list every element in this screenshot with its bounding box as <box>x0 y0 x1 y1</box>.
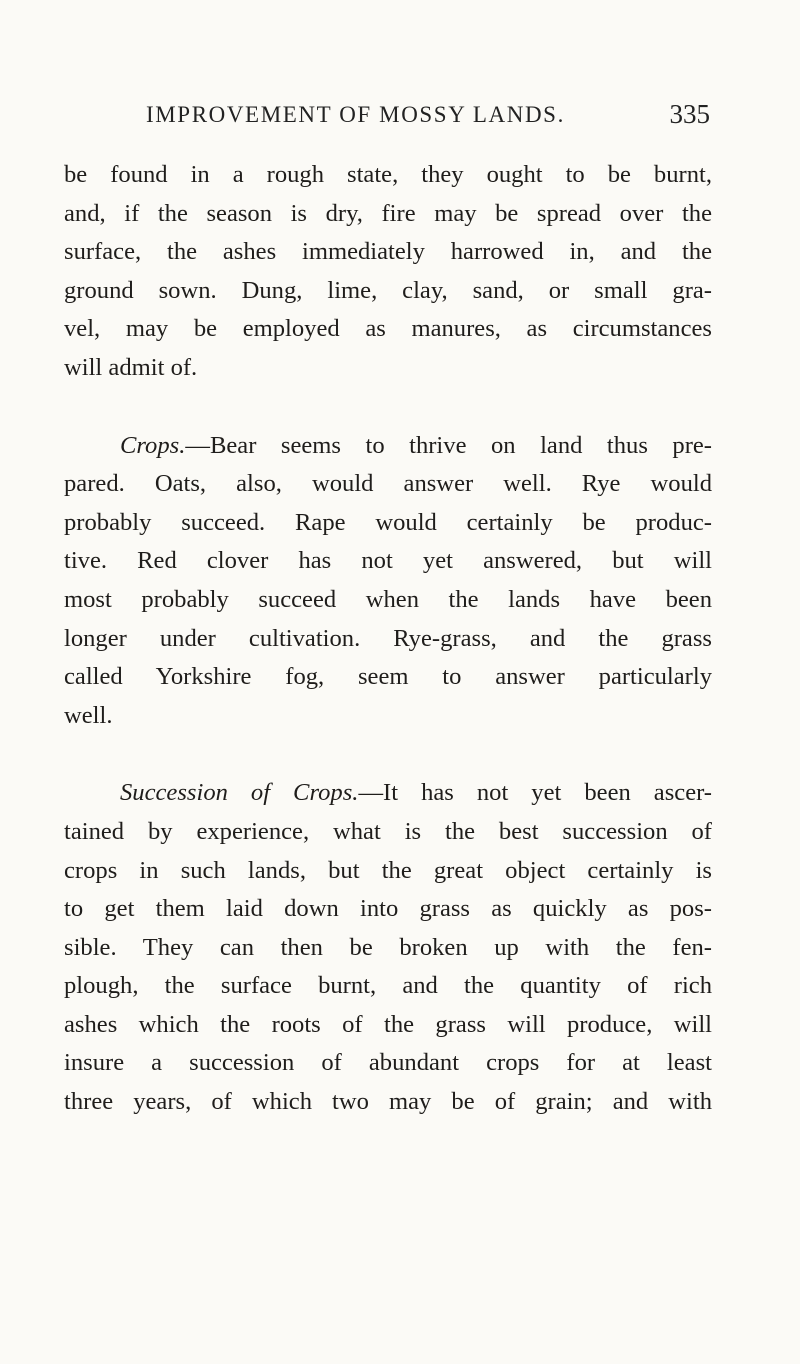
text-line: insure a succession of abundant crops for at least <box>64 1049 712 1077</box>
running-title: IMPROVEMENT OF MOSSY LANDS. <box>146 102 565 127</box>
text-line: pared. Oats, also, would answer well. Rye would <box>64 470 712 498</box>
paragraph-gap <box>64 388 712 427</box>
text-line: tive. Red clover has not yet answered, but will <box>64 547 712 575</box>
text-line: most probably succeed when the lands have been <box>64 585 712 613</box>
text-line <box>64 774 712 813</box>
body-text <box>64 156 712 1122</box>
text-line: vel, may be employed as manures, as circumstances <box>64 315 712 343</box>
section-heading-crops: Crops. <box>120 431 186 459</box>
text-line: and, if the season is dry, fire may be spread over the <box>64 199 712 227</box>
text-line: ground sown. Dung, lime, clay, sand, or small gra- <box>64 276 712 304</box>
text-line: three years, of which two may be of grain; and with <box>64 1088 712 1116</box>
text-run: —Bear seems to thrive on land thus pre- <box>185 431 712 459</box>
text-line: called Yorkshire fog, seem to answer particularly <box>64 663 712 691</box>
paragraph-gap <box>64 735 712 774</box>
text-line: longer under cultivation. Rye-grass, and the grass <box>64 624 712 652</box>
text-line: will admit of. <box>64 353 198 381</box>
text-line: plough, the surface burnt, and the quantity of rich <box>64 972 712 1000</box>
text-line: well. <box>64 701 113 729</box>
text-line: probably succeed. Rape would certainly be produc- <box>64 508 712 536</box>
text-line: surface, the ashes immediately harrowed in, and the <box>64 238 712 266</box>
paragraph-crops <box>64 427 712 736</box>
text-line: tained by experience, what is the best succession of <box>64 817 712 845</box>
paragraph-manures <box>64 156 712 388</box>
paragraph-succession <box>64 774 712 1121</box>
text-line: be found in a rough state, they ought to be burnt, <box>64 161 712 188</box>
text-line: sible. They can then be broken up with the fen- <box>64 933 712 961</box>
page-number: 335 <box>669 99 710 129</box>
text-line: to get them laid down into grass as quickly as pos- <box>64 895 712 923</box>
text-line: crops in such lands, but the great object certainly is <box>64 856 712 884</box>
text-line <box>64 427 712 466</box>
text-run: —It has not yet been ascer- <box>358 779 712 807</box>
section-heading-succession: Succession of Crops. <box>120 779 359 807</box>
text-line: ashes which the roots of the grass will produce, will <box>64 1010 712 1038</box>
running-head <box>140 98 710 134</box>
